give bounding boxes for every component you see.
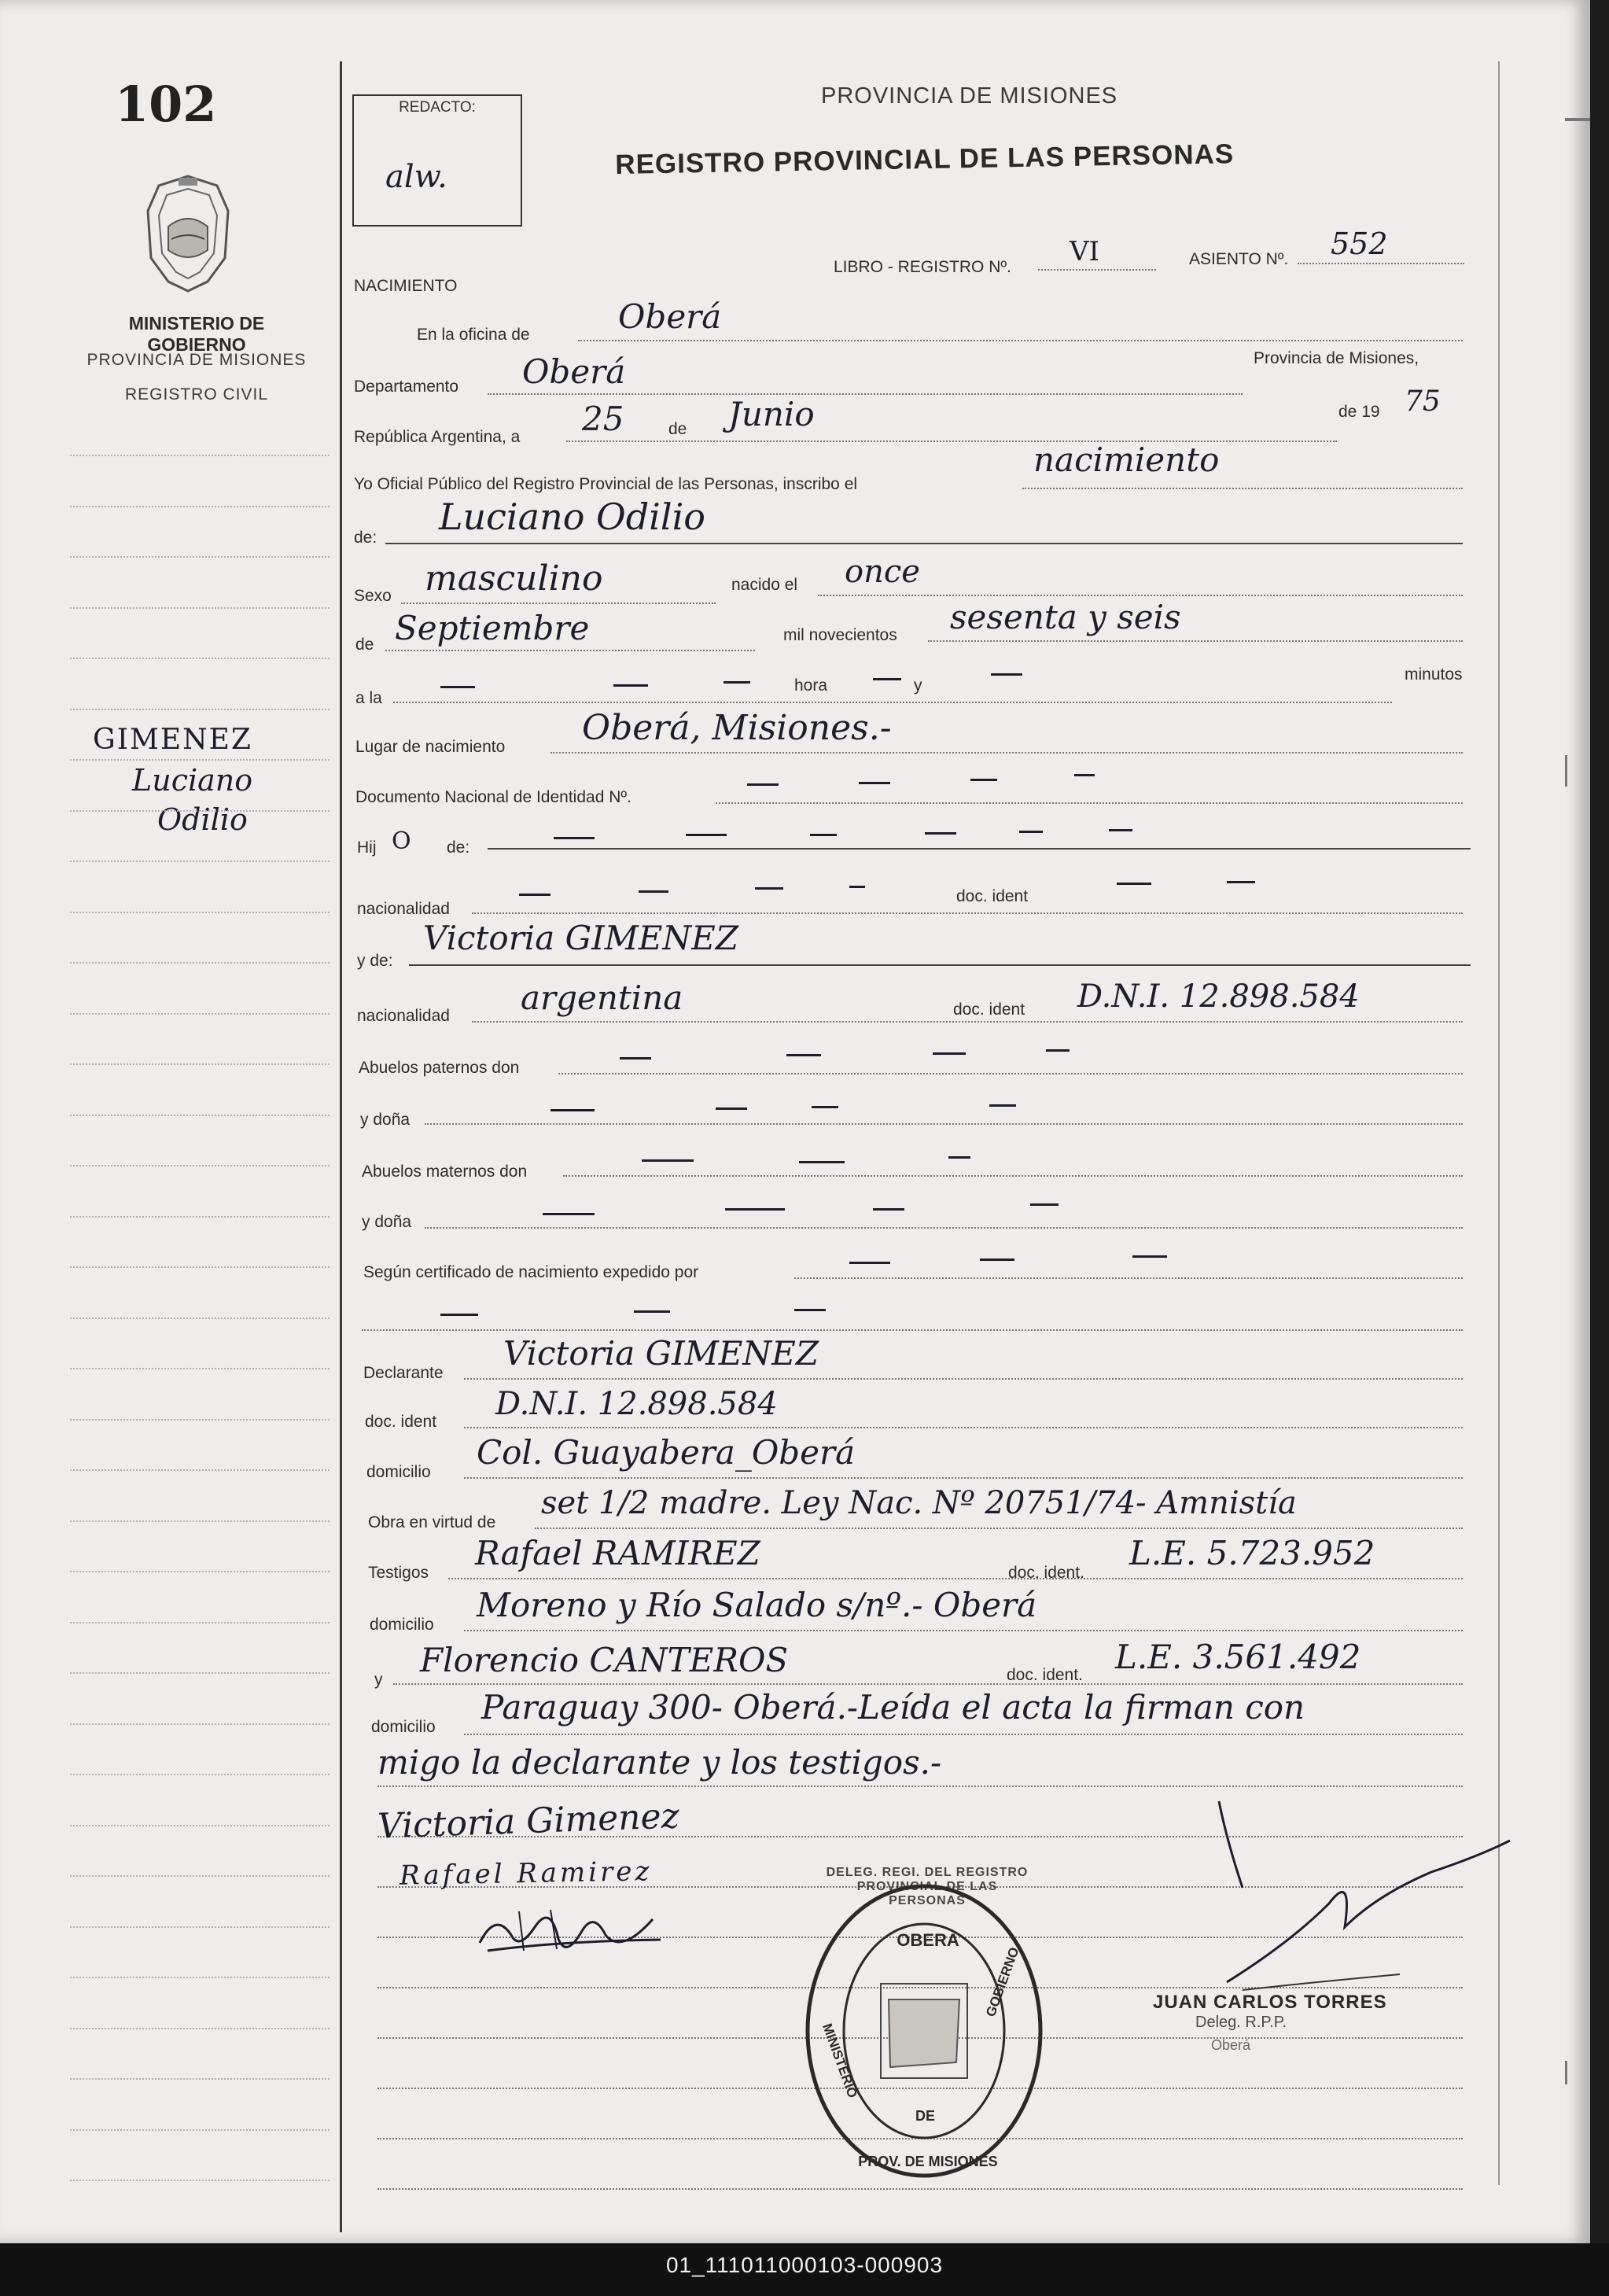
doc-ident3-label: doc. ident <box>365 1413 437 1431</box>
domicilio2-value: Moreno y Río Salado s/nº.- Oberá <box>477 1586 1037 1624</box>
margin-rule-line <box>70 1419 330 1421</box>
oficina-value: Oberá <box>618 297 722 336</box>
sexo-value: masculino <box>425 558 603 599</box>
doc-ident-label: doc. ident <box>956 887 1029 905</box>
margin-rule-line <box>70 2078 330 2080</box>
seal-inner-left: MINISTERIO <box>819 2021 860 2100</box>
yde-label: y de: <box>357 952 393 970</box>
declarante-value: Victoria GIMENEZ <box>503 1334 819 1373</box>
hijo-label: Hij <box>357 838 377 857</box>
testigo2-value: Florencio CANTEROS <box>420 1641 789 1679</box>
ministerio-label: MINISTERIO DE GOBIERNO <box>128 313 265 355</box>
redacto-box <box>352 94 522 227</box>
margin-rule-line <box>70 658 330 659</box>
document-title: REGISTRO PROVINCIAL DE LAS PERSONAS <box>615 138 1235 180</box>
margin-rule-line <box>70 1825 330 1826</box>
y-label: y <box>914 676 922 695</box>
margin-rule-line <box>70 1723 330 1725</box>
hijo-de-label: de: <box>447 838 470 857</box>
doc-ident2-value: D.N.I. 12.898.584 <box>1077 978 1360 1015</box>
official-stamp-title: Deleg. R.P.P. <box>1195 2014 1287 2031</box>
page-number: 102 <box>115 76 217 133</box>
ala-label: a la <box>355 689 382 707</box>
margin-rule-line <box>70 759 330 761</box>
mes-value: Junio <box>728 395 815 433</box>
y2-label: y <box>374 1671 383 1689</box>
nacionalidad2-label: nacionalidad <box>357 1007 450 1025</box>
departamento-label: Departamento <box>354 378 459 396</box>
sexo-label: Sexo <box>354 587 392 605</box>
mil-label: mil novecientos <box>783 626 897 644</box>
margin-rule-line <box>70 1875 330 1877</box>
margin-rule-line <box>70 1672 330 1674</box>
obra-label: Obra en virtud de <box>368 1513 496 1531</box>
obra-value: set 1/2 madre. Ley Nac. Nº 20751/74- Amnistía <box>541 1485 1297 1521</box>
margin-rule-line <box>70 1063 330 1065</box>
continuation-value: migo la declarante y los testigos.- <box>377 1743 942 1782</box>
seal-inner-top: OBERA <box>897 1930 959 1950</box>
body-rule-line <box>377 2188 1463 2190</box>
dni-label: Documento Nacional de Identidad Nº. <box>355 788 631 806</box>
seal-inner-right: GOBIERNO <box>983 1945 1022 2019</box>
nacionalidad2-value: argentina <box>521 978 683 1017</box>
departamento-value: Oberá <box>522 352 626 391</box>
footer-id: 01_111011000103-000903 <box>665 2253 944 2277</box>
doc-ident3-value: D.N.I. 12.898.584 <box>495 1386 778 1422</box>
de2-label: de <box>355 636 374 654</box>
official-stamp-place: Oberá <box>1211 2037 1251 2053</box>
nacido-label: nacido el <box>731 576 798 594</box>
anio-value: 75 <box>1405 385 1441 418</box>
margin-rule-line <box>70 1622 330 1623</box>
body-rule-line <box>377 1786 1463 1787</box>
minutos-label: minutos <box>1405 665 1463 684</box>
official-stamp-name: JUAN CARLOS TORRES <box>1153 1992 1387 2013</box>
abuelos-maternos-label: Abuelos maternos don <box>362 1163 528 1181</box>
margin-rule-line <box>70 861 330 862</box>
oficial-label: Yo Oficial Público del Registro Provincial de las Personas, inscribo el <box>354 475 858 493</box>
margin-rule-line <box>70 2028 330 2029</box>
provincial-crest-icon <box>135 171 241 297</box>
signature-victoria: Victoria Gimenez <box>377 1796 680 1847</box>
nombre-value: Luciano Odilio <box>439 496 706 538</box>
lugar-label: Lugar de nacimiento <box>355 738 506 756</box>
binding-mark <box>1565 118 1590 121</box>
testigo1-value: Rafael RAMIREZ <box>475 1534 760 1572</box>
mes-nac-value: Septiembre <box>395 609 590 647</box>
margin-rule-line <box>70 962 330 964</box>
binding-mark <box>1565 755 1592 787</box>
margin-rule-line <box>70 556 330 558</box>
signature-rafael: Rafael Ramirez <box>399 1856 653 1892</box>
doc-ident4-value: L.E. 5.723.952 <box>1129 1534 1375 1572</box>
margin-rule-line <box>70 1165 330 1166</box>
doc-ident5-value: L.E. 3.561.492 <box>1115 1638 1361 1676</box>
domicilio1-value: Col. Guayabera_Oberá <box>477 1433 856 1472</box>
margin-rule-line <box>70 1013 330 1015</box>
nacimiento-label: NACIMIENTO <box>354 277 458 295</box>
mil-value: sesenta y seis <box>950 598 1181 636</box>
margin-rule-line <box>70 912 330 913</box>
footer-bar <box>0 2243 1609 2296</box>
signature-florencio <box>464 1896 684 1966</box>
de-nombre-label: de: <box>354 529 377 547</box>
republica-label: República Argentina, a <box>354 428 521 446</box>
segun-label: Según certificado de nacimiento expedido por <box>363 1263 699 1281</box>
margin-rule-line <box>70 607 330 609</box>
domicilio3-label: domicilio <box>371 1718 436 1736</box>
margin-rule-line <box>70 1926 330 1928</box>
seal-inner-de: DE <box>915 2108 936 2124</box>
redacto-label: REDACTO: <box>399 99 476 116</box>
margin-rule-line <box>70 1469 330 1471</box>
testigos-label: Testigos <box>368 1564 429 1582</box>
margin-rule-line <box>70 1571 330 1572</box>
margin-rule-line <box>70 1216 330 1218</box>
doc-ident4-label: doc. ident. <box>1008 1564 1084 1582</box>
oficina-label: En la oficina de <box>417 326 530 344</box>
provincia-label: PROVINCIA DE MISIONES <box>87 351 307 369</box>
margin-rule-line <box>70 1520 330 1522</box>
anio-label: de 19 <box>1338 403 1380 421</box>
seal-outer-text: DELEG. REGI. DEL REGISTRO PROVINCIAL DE LAS PERSONAS <box>826 1866 1029 1907</box>
hora-label: hora <box>794 676 828 695</box>
redacto-initials: alw. <box>385 159 447 195</box>
domicilio3-value: Paraguay 300- Oberá.-Leída el acta la firman con <box>481 1688 1305 1727</box>
margin-surname: GIMENEZ <box>93 724 252 756</box>
margin-rule-line <box>70 1115 330 1116</box>
margin-divider <box>340 61 342 2232</box>
margin-rule-line <box>70 1977 330 1978</box>
margin-rule-line <box>70 2129 330 2131</box>
provincia-misiones-label: Provincia de Misiones, <box>1254 349 1419 367</box>
margin-rule-line <box>70 1318 330 1319</box>
seal-inner-bottom: PROV. DE MISIONES <box>858 2154 998 2169</box>
registro-civil-label: REGISTRO CIVIL <box>124 385 269 404</box>
margin-rule-line <box>70 2180 330 2181</box>
declarante-label: Declarante <box>363 1364 444 1382</box>
hijo-suffix: O <box>392 827 411 855</box>
oficial-value: nacimiento <box>1033 440 1220 479</box>
libro-label: LIBRO - REGISTRO Nº. <box>834 258 1011 276</box>
nacionalidad-label: nacionalidad <box>357 900 450 918</box>
provincia-heading: PROVINCIA DE MISIONES <box>821 83 1118 109</box>
binding-mark <box>1565 2061 1592 2084</box>
domicilio2-label: domicilio <box>370 1616 434 1634</box>
ydona2-label: y doña <box>362 1213 412 1231</box>
margin-rule-line <box>70 506 330 507</box>
margin-rule-line <box>70 455 330 456</box>
margin-first-name: Luciano <box>132 763 253 798</box>
ydona1-label: y doña <box>360 1111 411 1129</box>
libro-value: VI <box>1070 236 1099 267</box>
dia-value: 25 <box>582 400 624 438</box>
asiento-label: ASIENTO Nº. <box>1189 250 1289 268</box>
doc-ident5-label: doc. ident. <box>1007 1666 1083 1684</box>
lugar-value: Oberá, Misiones.- <box>582 708 892 748</box>
nacido-value: once <box>845 554 920 590</box>
margin-rule-line <box>70 1774 330 1775</box>
margin-rule-line <box>70 709 330 710</box>
madre-value: Victoria GIMENEZ <box>423 919 739 957</box>
doc-ident2-label: doc. ident <box>953 1001 1025 1019</box>
abuelos-paternos-label: Abuelos paternos don <box>359 1059 520 1077</box>
delegation-seal <box>802 1881 1046 2180</box>
margin-second-name: Odilio <box>157 802 248 837</box>
domicilio1-label: domicilio <box>366 1463 431 1481</box>
page-edge <box>1590 0 1609 2243</box>
margin-rule-line <box>70 1368 330 1369</box>
asiento-value: 552 <box>1331 227 1388 261</box>
margin-rule-line <box>70 810 330 812</box>
de-label: de <box>668 420 687 438</box>
margin-rule-line <box>70 1266 330 1268</box>
